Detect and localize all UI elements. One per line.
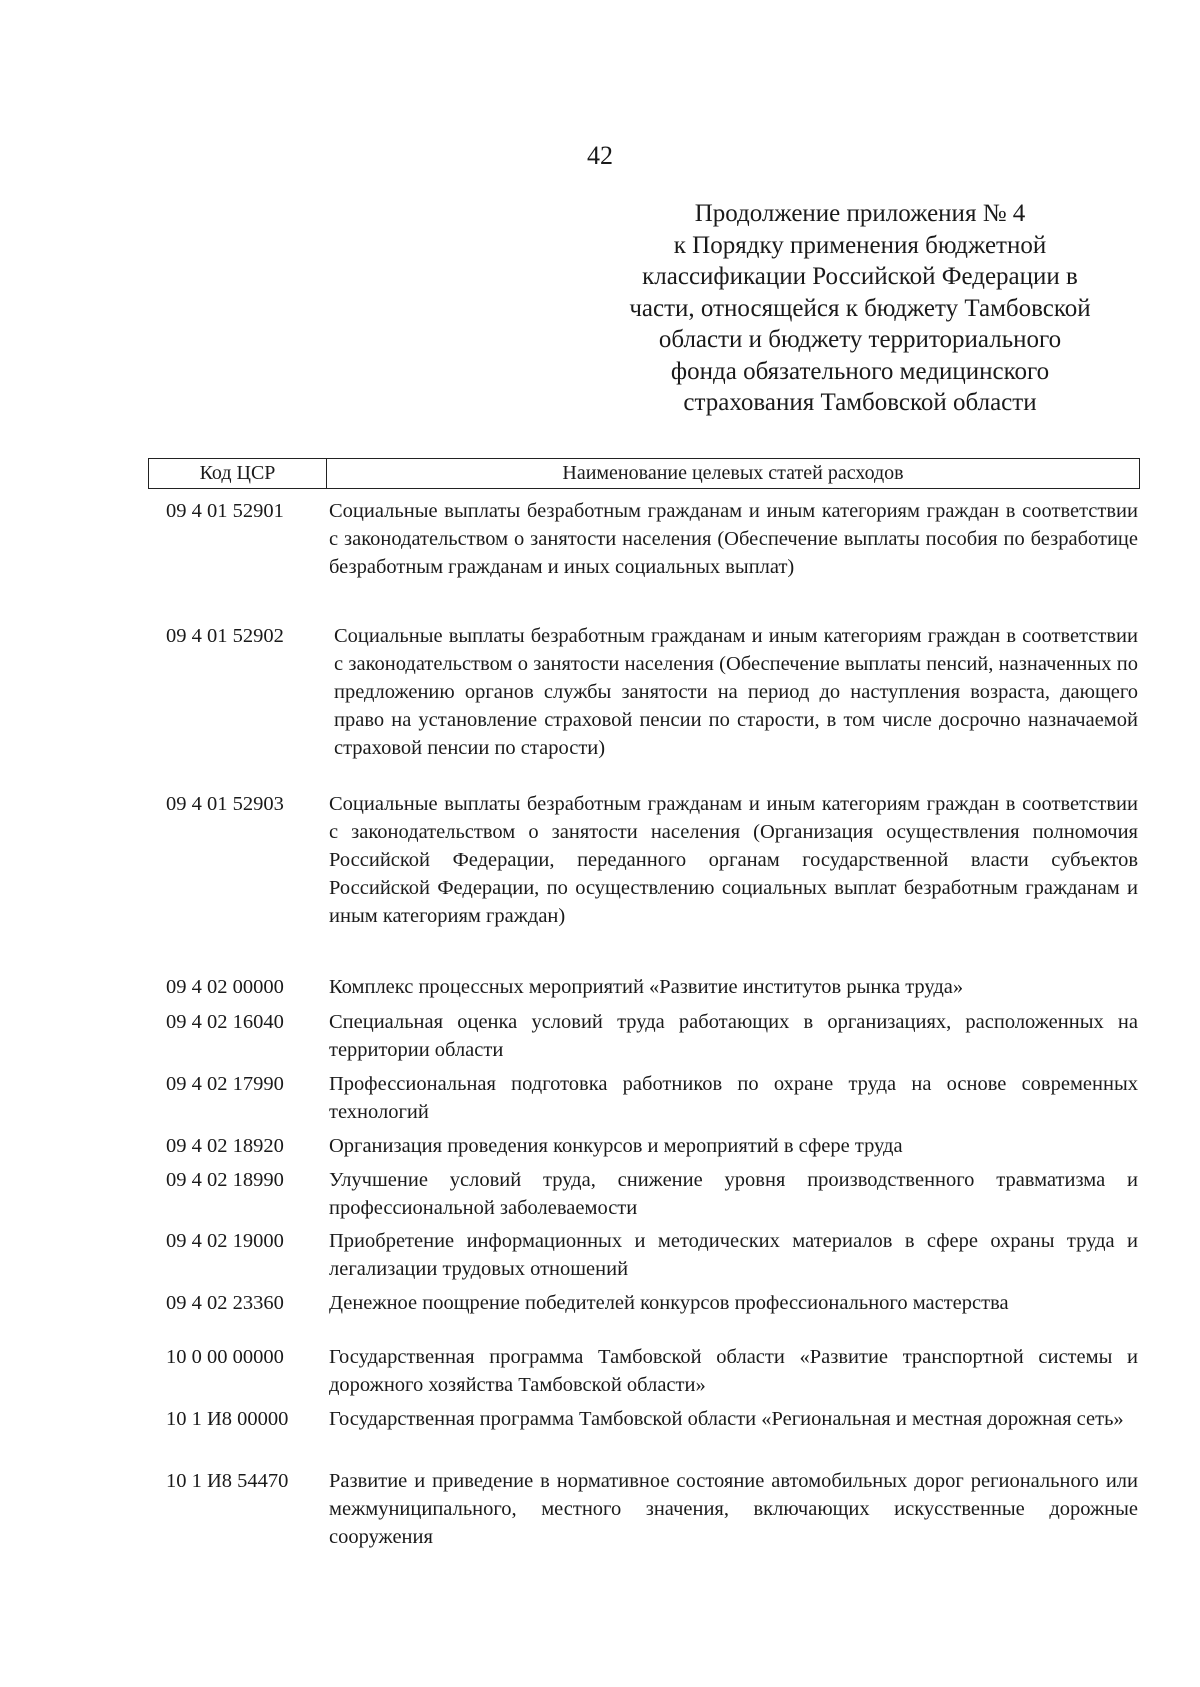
row-name: Улучшение условий труда, снижение уровня производственного травматизма и профессиональной заболеваемости xyxy=(329,1169,1138,1219)
appendix-caption-line: области и бюджету территориального xyxy=(658,326,1062,353)
row-name: Комплекс процессных мероприятий «Развитие институтов рынка труда» xyxy=(329,976,964,998)
row-name: Государственная программа Тамбовской области «Региональная и местная дорожная сеть» xyxy=(329,1408,1124,1430)
header-name: Наименование целевых статей расходов xyxy=(562,462,904,484)
row-name: Государственная программа Тамбовской области «Развитие транспортной системы и дорожного хозяйства Тамбовской области» xyxy=(329,1346,1138,1396)
row-name: Социальные выплаты безработным гражданам и иным категориям граждан в соответствии с законодательством о занятости населения (Обеспечение выплаты пенсий, назначенных по предложению органов службы занятости на период до наступления возраста, дающего право на установление страховой пенсии по старости, в том числе досрочно назначаемой страховой пенсии по старости) xyxy=(334,625,1138,759)
appendix-caption-line: к Порядку применения бюджетной xyxy=(673,231,1047,259)
row-name: Развитие и приведение в нормативное состояние автомобильных дорог регионального или межмуниципального, местного значения, включающих искусственные дорожные сооружения xyxy=(329,1470,1138,1548)
row-code: 09 4 02 18990 xyxy=(166,1169,284,1191)
row-name: Профессиональная подготовка работников по охране труда на основе современных технологий xyxy=(329,1073,1138,1123)
row-code: 09 4 02 18920 xyxy=(166,1135,284,1157)
row-code: 09 4 02 17990 xyxy=(166,1073,284,1095)
row-code: 10 1 И8 54470 xyxy=(166,1470,289,1492)
header-code: Код ЦСР xyxy=(149,459,327,488)
appendix-caption-line: страхования Тамбовской области xyxy=(683,389,1037,416)
row-code: 09 4 02 19000 xyxy=(166,1230,284,1252)
row-code: 09 4 02 16040 xyxy=(166,1011,284,1033)
row-name: Денежное поощрение победителей конкурсов профессионального мастерства xyxy=(329,1292,1009,1314)
row-code: 09 4 02 23360 xyxy=(166,1292,284,1314)
appendix-caption xyxy=(610,198,1110,419)
appendix-caption-line: классификации Российской Федерации в xyxy=(642,263,1078,290)
row-code: 10 1 И8 00000 xyxy=(166,1408,289,1430)
appendix-caption-line: Продолжение приложения № 4 xyxy=(694,200,1026,227)
row-code: 09 4 01 52901 xyxy=(166,500,284,522)
appendix-caption-line: части, относящейся к бюджету Тамбовской xyxy=(629,294,1091,322)
row-name: Специальная оценка условий труда работающих в организациях, расположенных на территории области xyxy=(329,1011,1138,1061)
row-code: 09 4 01 52903 xyxy=(166,793,284,815)
row-name: Организация проведения конкурсов и мероприятий в сфере труда xyxy=(329,1135,903,1157)
row-code: 10 0 00 00000 xyxy=(166,1346,284,1368)
row-name: Социальные выплаты безработным гражданам и иным категориям граждан в соответствии с законодательством о занятости населения (Обеспечение выплаты пособия по безработице безработным гражданам и иных социальных выплат) xyxy=(329,500,1138,578)
table-header xyxy=(148,458,1140,489)
row-code: 09 4 01 52902 xyxy=(166,625,284,647)
appendix-caption-line: фонда обязательного медицинского xyxy=(670,357,1050,385)
row-code: 09 4 02 00000 xyxy=(166,976,284,998)
row-name: Приобретение информационных и методических материалов в сфере охраны труда и легализации трудовых отношений xyxy=(329,1230,1138,1280)
row-name: Социальные выплаты безработным гражданам и иным категориям граждан в соответствии с законодательством о занятости населения (Организация осуществления полномочия Российской Федерации, переданного органам государственной власти субъектов Российской Федерации, по осуществлению социальных выплат безработным гражданам и иным категориям граждан) xyxy=(329,793,1138,927)
page-number: 42 xyxy=(587,141,613,170)
